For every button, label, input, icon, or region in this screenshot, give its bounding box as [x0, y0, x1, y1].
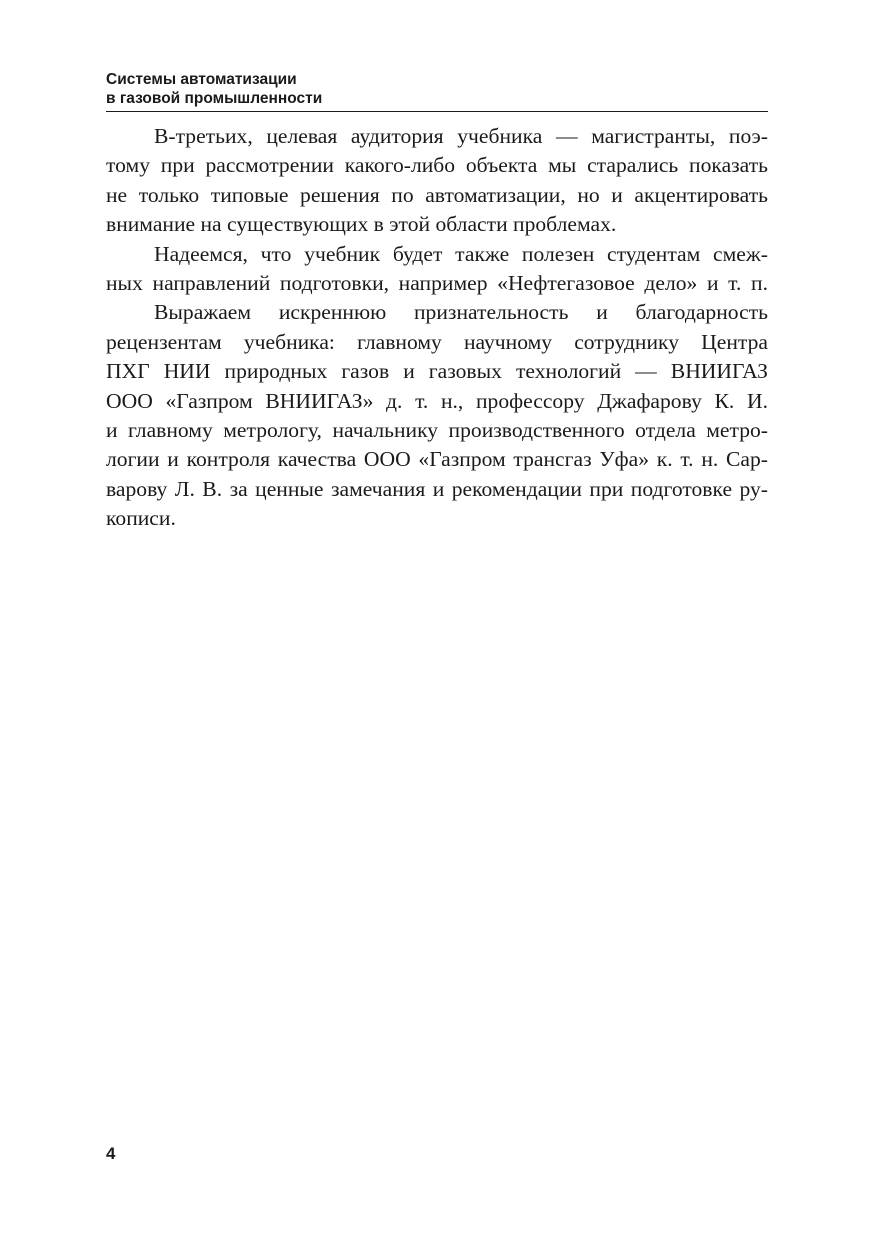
page-number: 4: [106, 1144, 116, 1163]
text-line: Выражаем искреннюю признательность и благодарность: [154, 300, 768, 325]
paragraph-1: [106, 122, 768, 240]
text-line: логии и контроля качества ООО «Газпром трансгаз Уфа» к. т. н. Сар-: [106, 447, 768, 472]
body-text: [106, 122, 768, 533]
paragraph-3: [106, 298, 768, 533]
text-line: варову Л. В. за ценные замечания и рекомендации при подготовке ру-: [106, 476, 768, 501]
text-line: внимание на существующих в этой области проблемах.: [106, 212, 617, 237]
running-head-line-2: в газовой промышленности: [106, 90, 323, 107]
text-line: ПХГ НИИ природных газов и газовых технологий — ВНИИГАЗ: [106, 359, 768, 384]
text-line: рецензентам учебника: главному научному сотруднику Центра: [106, 329, 768, 354]
paragraph-2: [106, 240, 768, 299]
text-line: кописи.: [106, 506, 176, 531]
text-line: тому при рассмотрении какого-либо объекта мы старались показать: [106, 153, 768, 178]
text-line: и главному метрологу, начальнику производственного отдела метро-: [106, 417, 768, 442]
text-line: не только типовые решения по автоматизации, но и акцентировать: [106, 182, 768, 207]
text-line: ООО «Газпром ВНИИГАЗ» д. т. н., профессору Джафарову К. И.: [106, 388, 768, 413]
header-divider: [106, 111, 768, 112]
running-head: [106, 70, 768, 108]
text-line: Надеемся, что учебник будет также полезен студентам смеж-: [154, 241, 768, 266]
running-head-line-1: Системы автоматизации: [106, 71, 297, 88]
text-line: ных направлений подготовки, например «Нефтегазовое дело» и т. п.: [106, 270, 768, 295]
text-line: В-третьих, целевая аудитория учебника — магистранты, поэ-: [154, 124, 768, 148]
